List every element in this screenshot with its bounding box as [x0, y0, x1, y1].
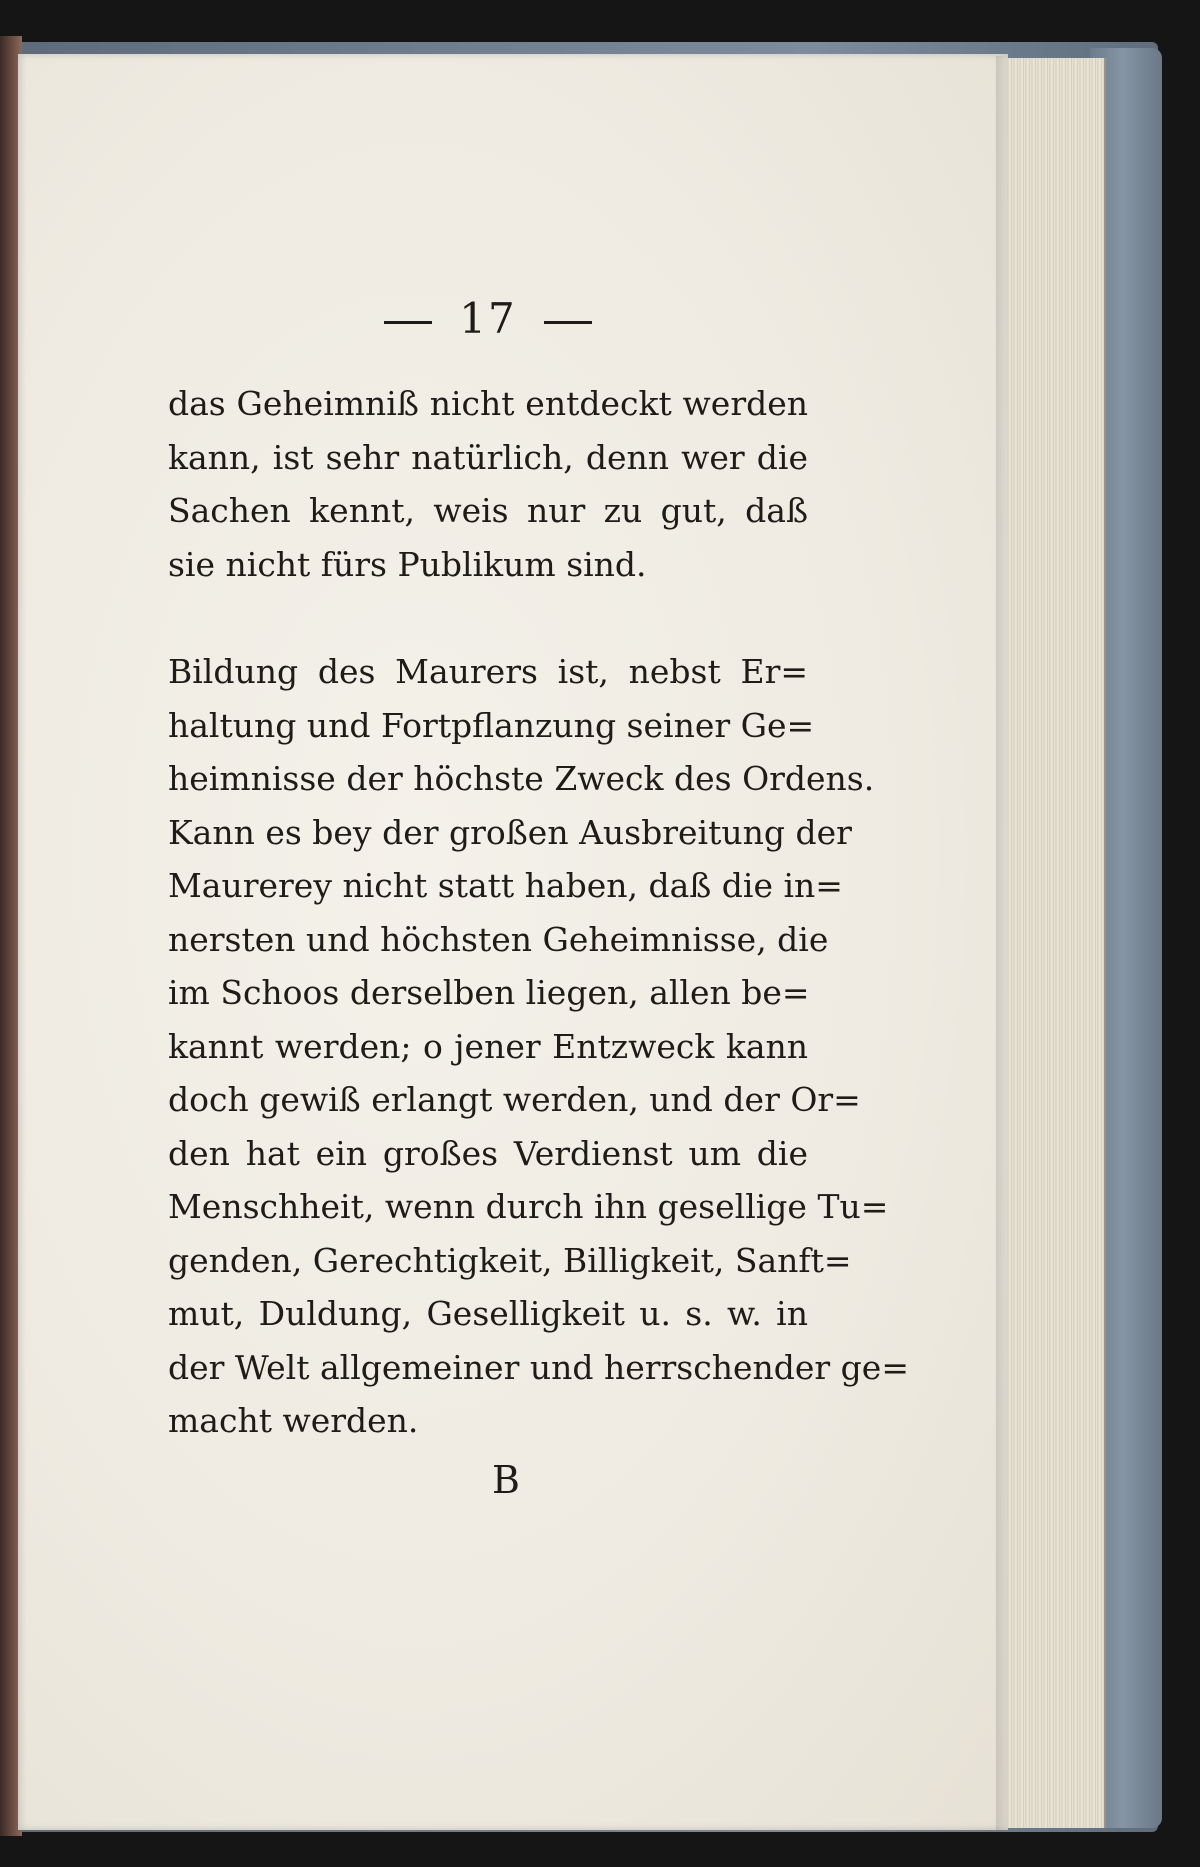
text-line: kannt werden; o jener Entzweck kann: [168, 1026, 808, 1066]
text-line: mut, Duldung, Geselligkeit u. s. w. in: [168, 1294, 808, 1333]
paragraph-gap: [168, 591, 808, 645]
text-line: im Schoos derselben liegen, allen be=: [168, 973, 810, 1012]
text-line: Bildung des Maurers ist, nebst Er=: [168, 652, 808, 691]
text-line: der Welt allgemeiner und herrschender ge=: [168, 1347, 909, 1387]
text-line: doch gewiß erlangt werden, und der Or=: [168, 1080, 861, 1119]
page-text-block: [168, 294, 909, 1502]
paragraph-1: [168, 377, 808, 591]
book-page: [18, 54, 1008, 1830]
paragraph-2: [168, 645, 909, 1448]
text-line: Maurerey nicht statt haben, daß die in=: [168, 866, 843, 905]
text-line: genden, Gerechtigkeit, Billigkeit, Sanft=: [168, 1240, 852, 1280]
text-line: nersten und höchsten Geheimnisse, die: [168, 919, 829, 959]
page-number: 17: [459, 294, 517, 343]
text-line: macht werden.: [168, 1401, 419, 1440]
page-header: [168, 294, 808, 343]
text-line: kann, ist sehr natürlich, denn wer die: [168, 437, 808, 477]
signature-mark: B: [492, 1457, 520, 1502]
header-dash-right: [544, 321, 592, 324]
text-line: heimnisse der höchste Zweck des Ordens.: [168, 759, 875, 798]
page-gutter-shadow: [996, 56, 1006, 1830]
text-line: das Geheimniß nicht entdeckt werden: [168, 384, 808, 423]
text-line: Kann es bey der großen Ausbreitung der: [168, 812, 852, 852]
text-line: Menschheit, wenn durch ihn gesellige Tu=: [168, 1187, 889, 1226]
page-edges: [1000, 58, 1106, 1828]
text-line: haltung und Fortpflanzung seiner Ge=: [168, 705, 815, 745]
text-line: Sachen kennt, weis nur zu gut, daß: [168, 491, 808, 530]
header-dash-left: [384, 321, 432, 324]
text-line: sie nicht fürs Publikum sind.: [168, 544, 647, 584]
text-line: den hat ein großes Verdienst um die: [168, 1133, 808, 1173]
